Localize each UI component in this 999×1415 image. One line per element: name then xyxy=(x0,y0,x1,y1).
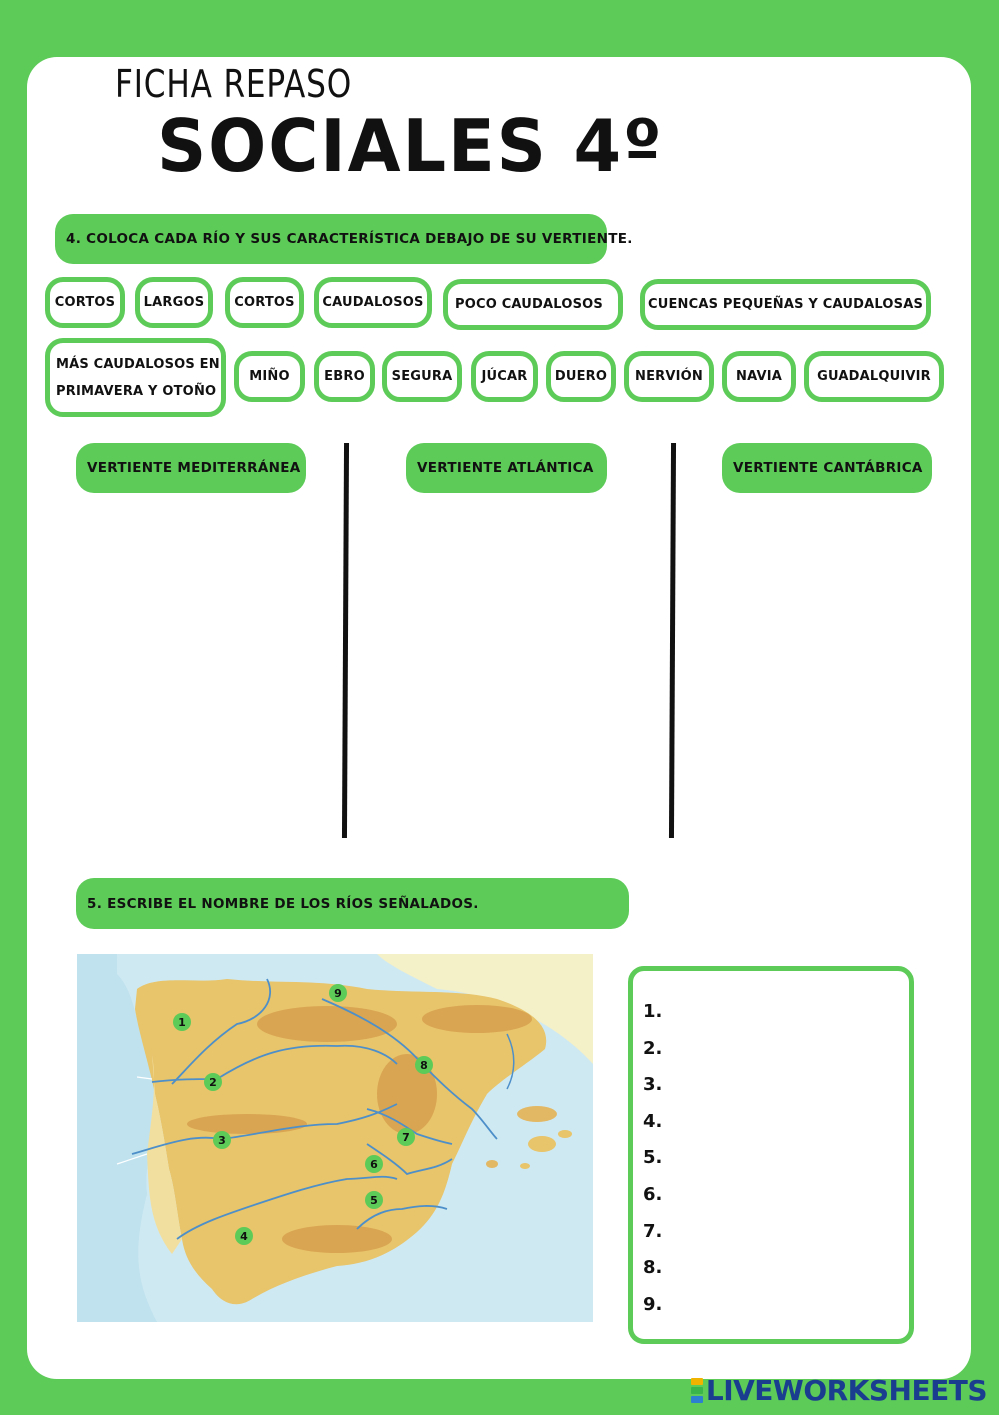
svg-text:6: 6 xyxy=(370,1158,378,1171)
chip-jucar[interactable]: JÚCAR xyxy=(471,351,538,402)
drop-zone-cantabrica[interactable] xyxy=(682,500,952,830)
answer-line-2[interactable]: 2. xyxy=(643,1037,663,1059)
chip-largos[interactable]: LARGOS xyxy=(135,277,213,328)
chip-navia[interactable]: NAVIA xyxy=(722,351,796,402)
chip-mino[interactable]: MIÑO xyxy=(234,351,305,402)
chip-cuencas-pequenas[interactable]: CUENCAS PEQUEÑAS Y CAUDALOSAS xyxy=(640,279,931,330)
map-marker-7 xyxy=(397,1128,415,1146)
column-mediterranea: VERTIENTE MEDITERRÁNEA xyxy=(76,443,306,493)
liveworksheets-logo-text: LIVEWORKSHEETS xyxy=(705,1374,987,1407)
chip-cortos-2[interactable]: CORTOS xyxy=(225,277,304,328)
svg-text:9: 9 xyxy=(334,987,342,1000)
answer-line-7[interactable]: 7. xyxy=(643,1220,663,1242)
liveworksheets-logo-icon xyxy=(691,1377,703,1404)
worksheet-subtitle: FICHA REPASO xyxy=(115,62,353,106)
chip-segura[interactable]: SEGURA xyxy=(382,351,462,402)
exercise-4-instruction: 4. COLOCA CADA RÍO Y SUS CARACTERÍSTICA DEBAJO DE SU VERTIENTE. xyxy=(55,214,607,264)
chip-caudalosos[interactable]: CAUDALOSOS xyxy=(314,277,432,328)
map-marker-4 xyxy=(235,1227,253,1245)
answer-line-5[interactable]: 5. xyxy=(643,1147,663,1169)
answer-line-3[interactable]: 3. xyxy=(643,1074,663,1096)
liveworksheets-logo[interactable] xyxy=(691,1374,987,1407)
map-marker-9 xyxy=(329,984,347,1002)
drop-zone-atlantica[interactable] xyxy=(355,500,665,830)
answer-line-1[interactable]: 1. xyxy=(643,1001,663,1022)
answer-line-9[interactable]: 9. xyxy=(643,1293,663,1315)
map-marker-8 xyxy=(415,1056,433,1074)
answer-line-4[interactable]: 4. xyxy=(643,1110,663,1132)
map-marker-5 xyxy=(365,1191,383,1209)
map-marker-6 xyxy=(365,1155,383,1173)
chip-poco-caudalosos[interactable]: POCO CAUDALOSOS xyxy=(443,279,623,330)
chip-duero[interactable]: DUERO xyxy=(546,351,616,402)
chip-mas-caudalosos[interactable]: MÁS CAUDALOSOS EN PRIMAVERA Y OTOÑO xyxy=(45,338,226,417)
map-marker-1 xyxy=(173,1013,191,1031)
svg-text:5: 5 xyxy=(370,1194,378,1207)
svg-text:2: 2 xyxy=(209,1076,217,1089)
exercise-5-instruction: 5. ESCRIBE EL NOMBRE DE LOS RÍOS SEÑALADOS. xyxy=(76,878,629,929)
answers-box xyxy=(628,966,914,1344)
svg-text:7: 7 xyxy=(402,1131,410,1144)
column-cantabrica: VERTIENTE CANTÁBRICA xyxy=(722,443,932,493)
answer-line-6[interactable]: 6. xyxy=(643,1183,663,1205)
chip-nervion[interactable]: NERVIÓN xyxy=(624,351,714,402)
column-atlantica: VERTIENTE ATLÁNTICA xyxy=(406,443,607,493)
spain-rivers-map xyxy=(77,954,593,1322)
map-marker-2 xyxy=(204,1073,222,1091)
chip-cortos-1[interactable]: CORTOS xyxy=(45,277,125,328)
chip-guadalquivir[interactable]: GUADALQUIVIR xyxy=(804,351,944,402)
drop-zone-mediterranea[interactable] xyxy=(60,500,335,830)
svg-text:4: 4 xyxy=(240,1230,248,1243)
answer-line-8[interactable]: 8. xyxy=(643,1257,663,1279)
svg-text:8: 8 xyxy=(420,1059,428,1072)
map-marker-3 xyxy=(213,1131,231,1149)
svg-text:3: 3 xyxy=(218,1134,226,1147)
chip-ebro[interactable]: EBRO xyxy=(314,351,375,402)
svg-text:1: 1 xyxy=(178,1016,186,1029)
worksheet-title: SOCIALES 4º xyxy=(157,104,664,188)
